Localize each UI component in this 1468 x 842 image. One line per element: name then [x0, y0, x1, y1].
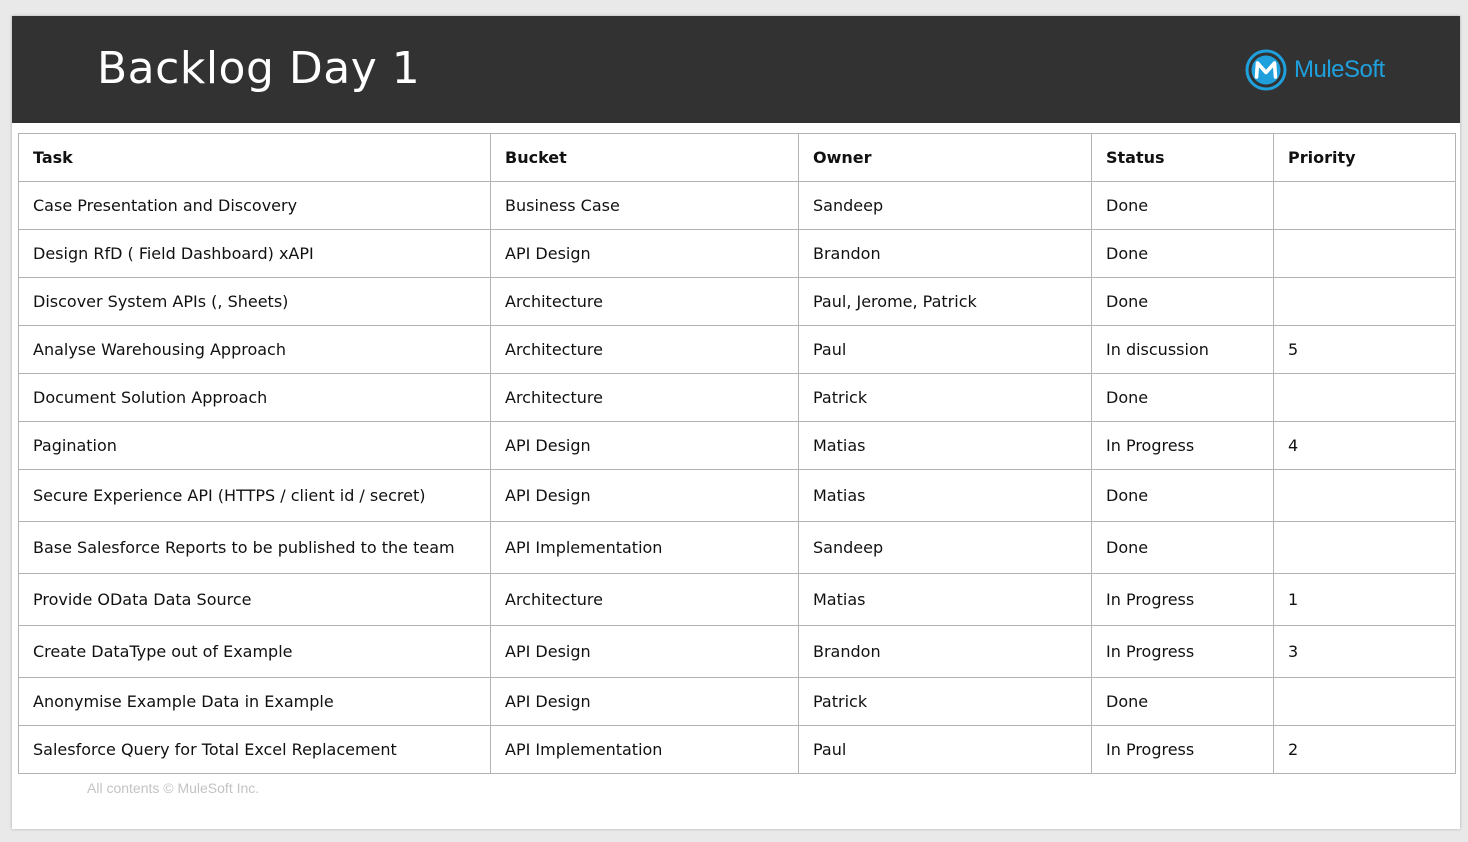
owner-cell: Matias: [799, 470, 1092, 522]
task-cell: Secure Experience API (HTTPS / client id / secret): [19, 470, 491, 522]
status-cell: Done: [1092, 278, 1274, 326]
priority-cell: 4: [1274, 422, 1456, 470]
table-row: [19, 326, 1456, 374]
mulesoft-logo: [1245, 48, 1385, 92]
bucket-cell: API Design: [491, 678, 799, 726]
header-bar: [12, 16, 1460, 123]
table-header-row: [19, 134, 1456, 182]
status-cell: Done: [1092, 678, 1274, 726]
header-task: Task: [19, 134, 491, 182]
priority-cell: [1274, 230, 1456, 278]
table-row: [19, 182, 1456, 230]
task-cell: Create DataType out of Example: [19, 626, 491, 678]
task-cell: Pagination: [19, 422, 491, 470]
mulesoft-logo-icon: [1245, 49, 1287, 91]
bucket-cell: Business Case: [491, 182, 799, 230]
owner-cell: Brandon: [799, 626, 1092, 678]
owner-cell: Paul: [799, 726, 1092, 774]
status-cell: In Progress: [1092, 574, 1274, 626]
table-row: [19, 470, 1456, 522]
owner-cell: Patrick: [799, 678, 1092, 726]
task-cell: Analyse Warehousing Approach: [19, 326, 491, 374]
header-owner: Owner: [799, 134, 1092, 182]
table-row: [19, 230, 1456, 278]
page-title: Backlog Day 1: [97, 43, 421, 94]
owner-cell: Matias: [799, 574, 1092, 626]
priority-cell: [1274, 470, 1456, 522]
bucket-cell: Architecture: [491, 574, 799, 626]
owner-cell: Brandon: [799, 230, 1092, 278]
status-cell: Done: [1092, 522, 1274, 574]
status-cell: In discussion: [1092, 326, 1274, 374]
table-row: [19, 626, 1456, 678]
slide: [12, 16, 1460, 829]
priority-cell: [1274, 278, 1456, 326]
owner-cell: Matias: [799, 422, 1092, 470]
bucket-cell: API Design: [491, 470, 799, 522]
bucket-cell: Architecture: [491, 374, 799, 422]
table-row: [19, 726, 1456, 774]
priority-cell: 1: [1274, 574, 1456, 626]
table-row: [19, 678, 1456, 726]
task-cell: Provide OData Data Source: [19, 574, 491, 626]
task-cell: Base Salesforce Reports to be published to the team: [19, 522, 491, 574]
owner-cell: Patrick: [799, 374, 1092, 422]
task-cell: Document Solution Approach: [19, 374, 491, 422]
status-cell: Done: [1092, 374, 1274, 422]
copyright-footer: All contents © MuleSoft Inc.: [87, 780, 260, 796]
table-row: [19, 374, 1456, 422]
status-cell: In Progress: [1092, 626, 1274, 678]
bucket-cell: API Design: [491, 626, 799, 678]
owner-cell: Paul: [799, 326, 1092, 374]
owner-cell: Paul, Jerome, Patrick: [799, 278, 1092, 326]
bucket-cell: API Implementation: [491, 726, 799, 774]
status-cell: Done: [1092, 182, 1274, 230]
priority-cell: 2: [1274, 726, 1456, 774]
priority-cell: 3: [1274, 626, 1456, 678]
status-cell: In Progress: [1092, 726, 1274, 774]
backlog-table: [18, 133, 1456, 774]
header-priority: Priority: [1274, 134, 1456, 182]
owner-cell: Sandeep: [799, 182, 1092, 230]
bucket-cell: API Design: [491, 422, 799, 470]
status-cell: Done: [1092, 470, 1274, 522]
task-cell: Case Presentation and Discovery: [19, 182, 491, 230]
priority-cell: 5: [1274, 326, 1456, 374]
header-bucket: Bucket: [491, 134, 799, 182]
task-cell: Design RfD ( Field Dashboard) xAPI: [19, 230, 491, 278]
priority-cell: [1274, 182, 1456, 230]
header-status: Status: [1092, 134, 1274, 182]
bucket-cell: Architecture: [491, 278, 799, 326]
table-row: [19, 574, 1456, 626]
task-cell: Anonymise Example Data in Example: [19, 678, 491, 726]
task-cell: Salesforce Query for Total Excel Replacement: [19, 726, 491, 774]
table-row: [19, 522, 1456, 574]
bucket-cell: API Design: [491, 230, 799, 278]
priority-cell: [1274, 374, 1456, 422]
priority-cell: [1274, 678, 1456, 726]
task-cell: Discover System APIs (, Sheets): [19, 278, 491, 326]
bucket-cell: Architecture: [491, 326, 799, 374]
owner-cell: Sandeep: [799, 522, 1092, 574]
priority-cell: [1274, 522, 1456, 574]
status-cell: Done: [1092, 230, 1274, 278]
table-row: [19, 422, 1456, 470]
table-row: [19, 278, 1456, 326]
bucket-cell: API Implementation: [491, 522, 799, 574]
logo-wordmark: MuleSoft: [1294, 56, 1385, 83]
status-cell: In Progress: [1092, 422, 1274, 470]
